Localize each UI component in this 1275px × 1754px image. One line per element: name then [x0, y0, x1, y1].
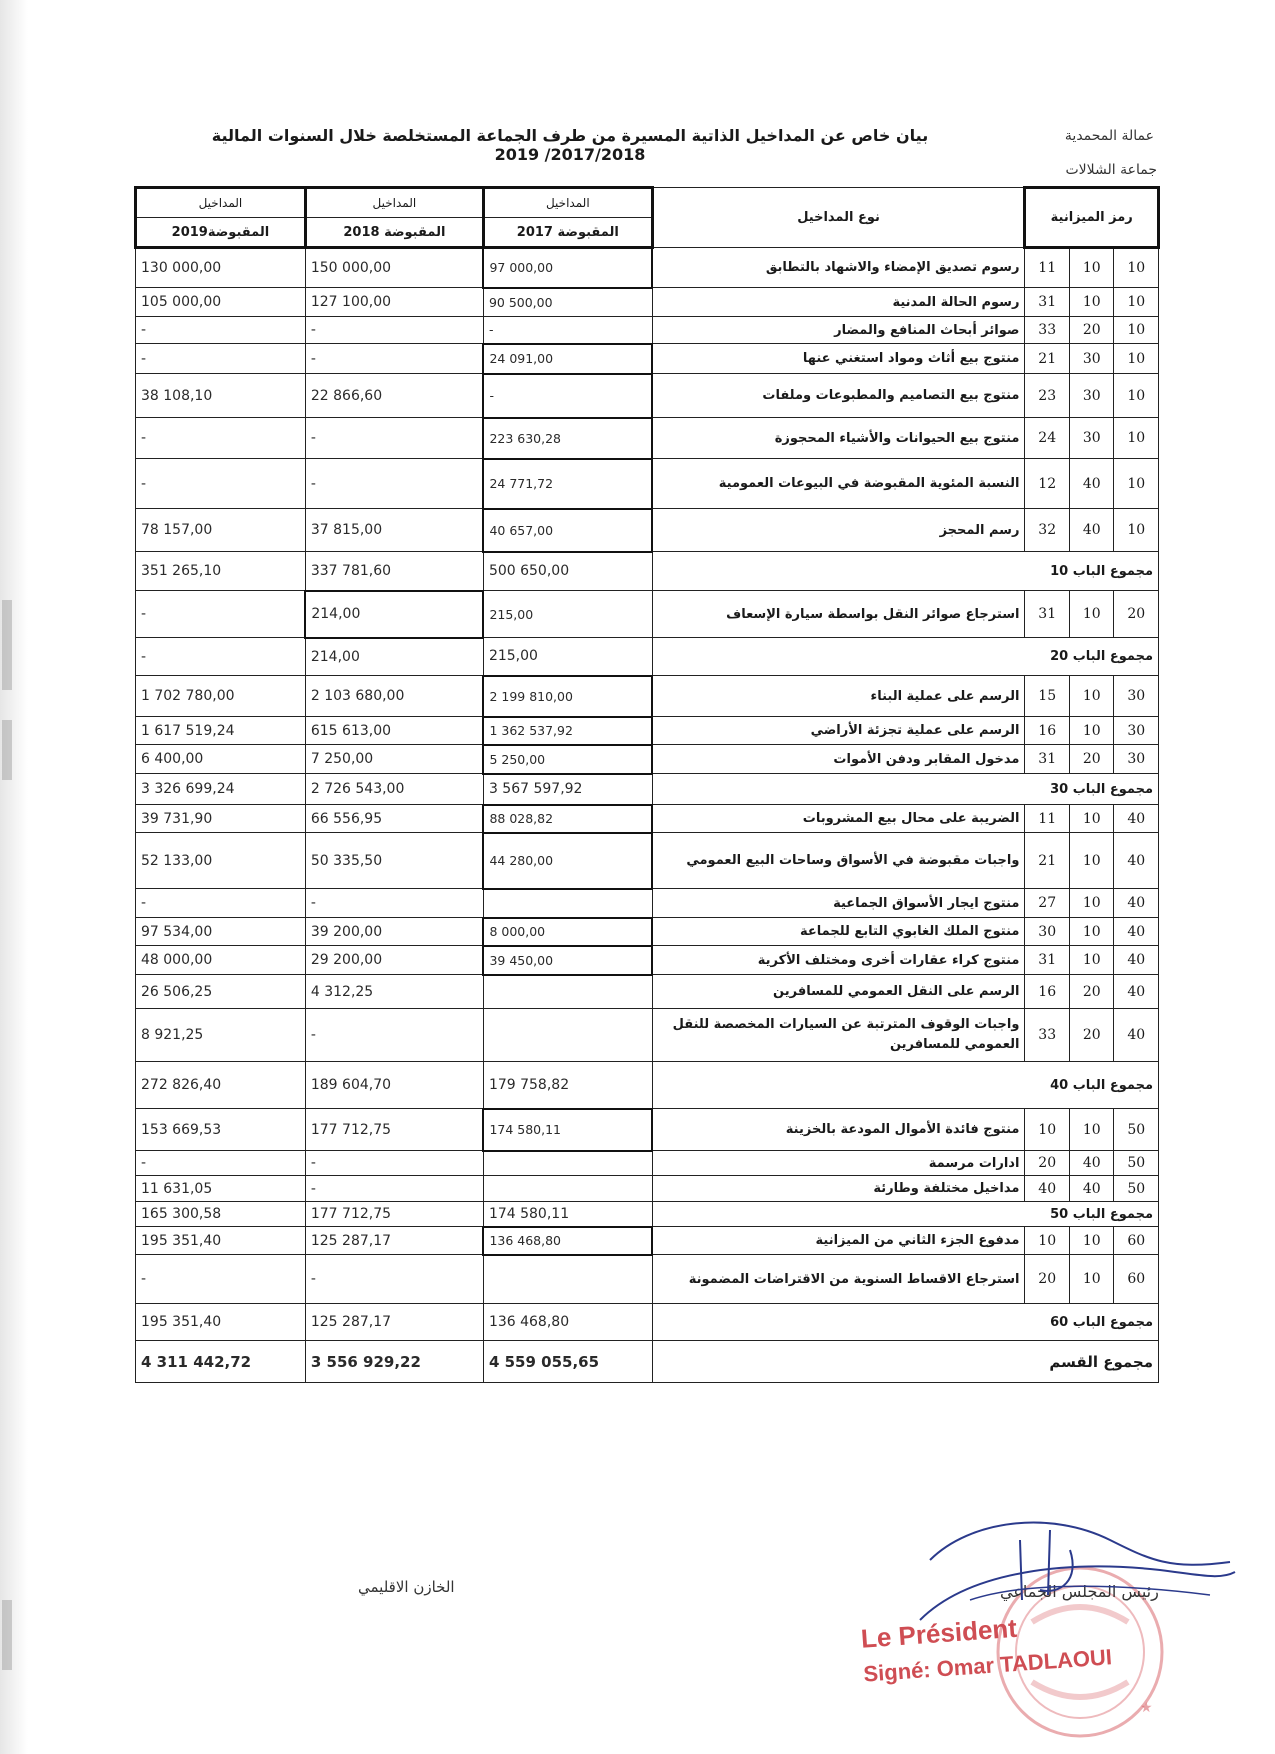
income-type-label: منتوج ايجار الأسواق الجماعية: [652, 889, 1025, 918]
amount-2018: 189 604,70: [305, 1062, 483, 1109]
subtotal-label: مجموع الباب 60: [652, 1304, 1158, 1341]
header-budget-code: رمز الميزانية: [1025, 188, 1159, 248]
budget-code-line: 21: [1025, 344, 1070, 374]
budget-code-article: 10: [1069, 1255, 1114, 1304]
budget-code-line: 31: [1025, 946, 1070, 975]
amount-2019: 4 311 442,72: [136, 1341, 306, 1383]
income-type-label: واجبات مقبوضة في الأسواق وساحات البيع العمومي: [652, 833, 1025, 889]
scan-mark: [2, 600, 12, 690]
amount-2018: 615 613,00: [305, 717, 483, 745]
budget-code-article: 10: [1069, 717, 1114, 745]
amount-2018: 150 000,00: [305, 248, 483, 288]
commune-name: جماعة الشلالات: [1065, 162, 1157, 178]
budget-code-line: 32: [1025, 509, 1070, 552]
amount-2018: 125 287,17: [305, 1227, 483, 1255]
amount-2018: -: [305, 459, 483, 509]
amount-2018: 125 287,17: [305, 1304, 483, 1341]
budget-code-line: 27: [1025, 889, 1070, 918]
budget-code-article: 10: [1069, 946, 1114, 975]
budget-code-line: 11: [1025, 805, 1070, 833]
budget-code-line: 33: [1025, 317, 1070, 344]
subtotal-row: [136, 552, 1159, 591]
amount-2017: 8 000,00: [483, 918, 652, 946]
budget-code-article: 10: [1069, 1109, 1114, 1151]
amount-2017: 1 362 537,92: [483, 717, 652, 745]
budget-code-article: 30: [1069, 374, 1114, 418]
amount-2017: [483, 1009, 652, 1062]
subtotal-row: [136, 1304, 1159, 1341]
budget-code-chapter: 40: [1114, 975, 1159, 1009]
header-income: المداخيل: [136, 188, 306, 218]
amount-2018: 177 712,75: [305, 1109, 483, 1151]
table-row: [136, 459, 1159, 509]
budget-code-article: 20: [1069, 1009, 1114, 1062]
amount-2017: 39 450,00: [483, 946, 652, 975]
table-row: [136, 1255, 1159, 1304]
amount-2017: [483, 1176, 652, 1202]
budget-code-chapter: 10: [1114, 288, 1159, 317]
amount-2019: -: [136, 317, 306, 344]
amount-2017: 24 091,00: [483, 344, 652, 374]
scan-edge: [0, 0, 28, 1754]
amount-2017: 4 559 055,65: [483, 1341, 652, 1383]
budget-code-chapter: 40: [1114, 889, 1159, 918]
amount-2017: 223 630,28: [483, 418, 652, 459]
amount-2018: 39 200,00: [305, 918, 483, 946]
amount-2019: -: [136, 1151, 306, 1176]
budget-code-article: 20: [1069, 975, 1114, 1009]
amount-2019: -: [136, 638, 306, 676]
scan-mark: [2, 720, 12, 780]
budget-code-chapter: 40: [1114, 918, 1159, 946]
budget-code-article: 20: [1069, 745, 1114, 774]
header-income: المداخيل: [483, 188, 652, 218]
amount-2017: 500 650,00: [483, 552, 652, 591]
income-type-label: منتوج بيع الحيوانات والأشياء المحجوزة: [652, 418, 1025, 459]
amount-2019: 351 265,10: [136, 552, 306, 591]
budget-code-article: 10: [1069, 889, 1114, 918]
budget-code-chapter: 30: [1114, 676, 1159, 717]
budget-code-line: 40: [1025, 1176, 1070, 1202]
budget-code-chapter: 10: [1114, 317, 1159, 344]
amount-2017: 215,00: [483, 591, 652, 638]
budget-code-line: 33: [1025, 1009, 1070, 1062]
table-row: [136, 833, 1159, 889]
amount-2019: 38 108,10: [136, 374, 306, 418]
income-type-label: ادارات مرسمة: [652, 1151, 1025, 1176]
amount-2018: -: [305, 344, 483, 374]
budget-code-line: 12: [1025, 459, 1070, 509]
subtotal-row: [136, 638, 1159, 676]
budget-code-chapter: 40: [1114, 1009, 1159, 1062]
budget-code-line: 15: [1025, 676, 1070, 717]
budget-code-chapter: 10: [1114, 509, 1159, 552]
amount-2018: -: [305, 889, 483, 918]
amount-2017: 44 280,00: [483, 833, 652, 889]
header-2017: المقبوضة 2017: [483, 218, 652, 248]
income-type-label: استرجاع صوائر النقل بواسطة سيارة الإسعاف: [652, 591, 1025, 638]
budget-code-line: 16: [1025, 975, 1070, 1009]
income-type-label: منتوج بيع التصاميم والمطبوعات وملفات: [652, 374, 1025, 418]
table-row: [136, 1151, 1159, 1176]
amount-2017: 215,00: [483, 638, 652, 676]
budget-code-article: 10: [1069, 676, 1114, 717]
treasurer-label: الخازن الاقليمي: [358, 1578, 455, 1596]
amount-2017: 3 567 597,92: [483, 774, 652, 805]
budget-code-chapter: 30: [1114, 745, 1159, 774]
amount-2019: -: [136, 591, 306, 638]
budget-code-article: 40: [1069, 1151, 1114, 1176]
amount-2019: 48 000,00: [136, 946, 306, 975]
amount-2019: 195 351,40: [136, 1227, 306, 1255]
budget-code-article: 10: [1069, 833, 1114, 889]
amount-2018: 337 781,60: [305, 552, 483, 591]
amount-2019: -: [136, 1255, 306, 1304]
header-income: المداخيل: [305, 188, 483, 218]
budget-code-article: 10: [1069, 918, 1114, 946]
amount-2018: 214,00: [305, 591, 483, 638]
budget-code-chapter: 60: [1114, 1227, 1159, 1255]
income-type-label: منتوج الملك الغابوي التابع للجماعة: [652, 918, 1025, 946]
budget-code-chapter: 40: [1114, 946, 1159, 975]
income-type-label: الضريبة على محال بيع المشروبات: [652, 805, 1025, 833]
amount-2019: 3 326 699,24: [136, 774, 306, 805]
amount-2017: 179 758,82: [483, 1062, 652, 1109]
amount-2017: 24 771,72: [483, 459, 652, 509]
subtotal-label: مجموع الباب 30: [652, 774, 1158, 805]
amount-2017: -: [483, 374, 652, 418]
table-row: [136, 248, 1159, 288]
table-row: [136, 918, 1159, 946]
budget-code-line: 31: [1025, 745, 1070, 774]
income-type-label: الرسم على النقل العمومي للمسافرين: [652, 975, 1025, 1009]
income-type-label: رسم المحجز: [652, 509, 1025, 552]
budget-code-chapter: 10: [1114, 459, 1159, 509]
budget-code-chapter: 10: [1114, 374, 1159, 418]
amount-2019: 11 631,05: [136, 1176, 306, 1202]
table-row: [136, 1227, 1159, 1255]
budget-code-chapter: 10: [1114, 248, 1159, 288]
table-row: [136, 745, 1159, 774]
table-row: [136, 717, 1159, 745]
income-type-label: الرسم على عملية البناء: [652, 676, 1025, 717]
amount-2018: 37 815,00: [305, 509, 483, 552]
amount-2018: -: [305, 418, 483, 459]
amount-2017: 174 580,11: [483, 1202, 652, 1227]
amount-2017: 136 468,80: [483, 1227, 652, 1255]
amount-2018: 22 866,60: [305, 374, 483, 418]
amount-2017: [483, 1151, 652, 1176]
subtotal-label: مجموع الباب 20: [652, 638, 1158, 676]
amount-2018: 66 556,95: [305, 805, 483, 833]
table-row: [136, 1109, 1159, 1151]
document-title: بيان خاص عن المداخيل الذاتية المسيرة من طرف الجماعة المستخلصة خلال السنوات المالية 2017/2018/ 2019: [211, 126, 929, 164]
amount-2017: -: [483, 317, 652, 344]
budget-code-line: 16: [1025, 717, 1070, 745]
budget-code-line: 31: [1025, 288, 1070, 317]
subtotal-label: مجموع الباب 10: [652, 552, 1158, 591]
budget-code-article: 10: [1069, 288, 1114, 317]
amount-2018: -: [305, 317, 483, 344]
income-type-label: النسبة المئوية المقبوضة في البيوعات العمومية: [652, 459, 1025, 509]
amount-2019: 153 669,53: [136, 1109, 306, 1151]
amount-2018: 214,00: [305, 638, 483, 676]
budget-code-line: 23: [1025, 374, 1070, 418]
amount-2019: 130 000,00: [136, 248, 306, 288]
amount-2019: 97 534,00: [136, 918, 306, 946]
budget-code-chapter: 60: [1114, 1255, 1159, 1304]
table-row: [136, 591, 1159, 638]
amount-2018: 7 250,00: [305, 745, 483, 774]
amount-2017: [483, 975, 652, 1009]
header-2019: المقبوضة2019: [136, 218, 306, 248]
budget-code-article: 10: [1069, 1227, 1114, 1255]
table-row: [136, 509, 1159, 552]
amount-2018: -: [305, 1255, 483, 1304]
budget-code-article: 10: [1069, 591, 1114, 638]
amount-2017: 2 199 810,00: [483, 676, 652, 717]
subtotal-label: مجموع الباب 40: [652, 1062, 1158, 1109]
amount-2019: 1 617 519,24: [136, 717, 306, 745]
table-row: [136, 805, 1159, 833]
amount-2017: [483, 889, 652, 918]
budget-code-article: 40: [1069, 1176, 1114, 1202]
subtotal-row: [136, 1062, 1159, 1109]
total-label: مجموع القسم: [652, 1341, 1158, 1383]
budget-code-article: 40: [1069, 509, 1114, 552]
amount-2017: 40 657,00: [483, 509, 652, 552]
income-type-label: صوائر أبحاث المنافع والمضار: [652, 317, 1025, 344]
table-row: [136, 1176, 1159, 1202]
table-row: [136, 288, 1159, 317]
budget-code-chapter: 50: [1114, 1176, 1159, 1202]
budget-code-article: 30: [1069, 344, 1114, 374]
budget-code-article: 30: [1069, 418, 1114, 459]
amount-2018: 2 726 543,00: [305, 774, 483, 805]
income-type-label: منتوج كراء عقارات أخرى ومختلف الأكرية: [652, 946, 1025, 975]
budget-code-line: 21: [1025, 833, 1070, 889]
amount-2019: 105 000,00: [136, 288, 306, 317]
amount-2018: 29 200,00: [305, 946, 483, 975]
subtotal-row: [136, 774, 1159, 805]
grand-total-row: [136, 1341, 1159, 1383]
amount-2019: 26 506,25: [136, 975, 306, 1009]
amount-2018: 50 335,50: [305, 833, 483, 889]
svg-text:★: ★: [1140, 1700, 1153, 1716]
president-label: رئيس المجلس الجماعي: [1000, 1582, 1159, 1601]
header-2018: المقبوضة 2018: [305, 218, 483, 248]
amount-2018: -: [305, 1151, 483, 1176]
amount-2017: 90 500,00: [483, 288, 652, 317]
amount-2018: -: [305, 1009, 483, 1062]
income-type-label: مدخول المقابر ودفن الأموات: [652, 745, 1025, 774]
table-row: [136, 1009, 1159, 1062]
budget-code-article: 40: [1069, 459, 1114, 509]
budget-code-chapter: 10: [1114, 418, 1159, 459]
amount-2018: 4 312,25: [305, 975, 483, 1009]
scan-mark: [2, 1600, 12, 1670]
amount-2018: 2 103 680,00: [305, 676, 483, 717]
amount-2019: -: [136, 344, 306, 374]
amount-2017: 97 000,00: [483, 248, 652, 288]
stamp-line1: Le Président: [860, 1612, 1018, 1654]
amount-2017: 5 250,00: [483, 745, 652, 774]
stamp-line2: Signé: Omar TADLAOUI: [862, 1644, 1113, 1687]
budget-code-chapter: 40: [1114, 833, 1159, 889]
budget-code-line: 24: [1025, 418, 1070, 459]
budget-code-chapter: 40: [1114, 805, 1159, 833]
amount-2017: [483, 1255, 652, 1304]
budget-code-line: 10: [1025, 1227, 1070, 1255]
budget-code-line: 31: [1025, 591, 1070, 638]
budget-code-line: 10: [1025, 1109, 1070, 1151]
income-type-label: مدفوع الجزء الثاني من الميزانية: [652, 1227, 1025, 1255]
subtotal-row: [136, 1202, 1159, 1227]
amount-2019: 272 826,40: [136, 1062, 306, 1109]
budget-code-chapter: 20: [1114, 591, 1159, 638]
table-row: [136, 418, 1159, 459]
amount-2018: 127 100,00: [305, 288, 483, 317]
amount-2019: 1 702 780,00: [136, 676, 306, 717]
amount-2019: 6 400,00: [136, 745, 306, 774]
amount-2018: 3 556 929,22: [305, 1341, 483, 1383]
table-row: [136, 975, 1159, 1009]
budget-code-line: 20: [1025, 1255, 1070, 1304]
budget-code-chapter: 50: [1114, 1109, 1159, 1151]
table-row: [136, 676, 1159, 717]
amount-2018: -: [305, 1176, 483, 1202]
budget-code-line: 30: [1025, 918, 1070, 946]
table-row: [136, 317, 1159, 344]
table-row: [136, 946, 1159, 975]
table-row: [136, 344, 1159, 374]
amount-2019: 195 351,40: [136, 1304, 306, 1341]
amount-2019: -: [136, 459, 306, 509]
budget-code-article: 10: [1069, 248, 1114, 288]
region-name: عمالة المحمدية: [1064, 128, 1154, 144]
budget-code-line: 11: [1025, 248, 1070, 288]
amount-2017: 136 468,80: [483, 1304, 652, 1341]
budget-code-line: 20: [1025, 1151, 1070, 1176]
amount-2018: 177 712,75: [305, 1202, 483, 1227]
budget-code-chapter: 50: [1114, 1151, 1159, 1176]
income-type-label: واجبات الوقوف المترتبة عن السيارات المخصصة للنقل العمومي للمسافرين: [652, 1009, 1025, 1062]
amount-2019: -: [136, 418, 306, 459]
income-type-label: منتوج فائدة الأموال المودعة بالخزينة: [652, 1109, 1025, 1151]
amount-2019: -: [136, 889, 306, 918]
income-type-label: منتوج بيع أثاث ومواد استغني عنها: [652, 344, 1025, 374]
income-type-label: رسوم الحالة المدنية: [652, 288, 1025, 317]
subtotal-label: مجموع الباب 50: [652, 1202, 1158, 1227]
header-income-type: نوع المداخيل: [652, 188, 1025, 248]
income-type-label: رسوم تصديق الإمضاء والاشهاد بالتطابق: [652, 248, 1025, 288]
amount-2017: 88 028,82: [483, 805, 652, 833]
revenue-table: [134, 186, 1160, 1383]
amount-2019: 8 921,25: [136, 1009, 306, 1062]
table-row: [136, 374, 1159, 418]
amount-2019: 165 300,58: [136, 1202, 306, 1227]
budget-code-chapter: 30: [1114, 717, 1159, 745]
amount-2019: 52 133,00: [136, 833, 306, 889]
budget-code-article: 10: [1069, 805, 1114, 833]
income-type-label: مداخيل مختلفة وطارئة: [652, 1176, 1025, 1202]
amount-2019: 39 731,90: [136, 805, 306, 833]
table-row: [136, 889, 1159, 918]
amount-2017: 174 580,11: [483, 1109, 652, 1151]
amount-2019: 78 157,00: [136, 509, 306, 552]
income-type-label: استرجاع الاقساط السنوية من الاقتراضات المضمونة: [652, 1255, 1025, 1304]
budget-code-article: 20: [1069, 317, 1114, 344]
budget-code-chapter: 10: [1114, 344, 1159, 374]
income-type-label: الرسم على عملية تجزئة الأراضي: [652, 717, 1025, 745]
